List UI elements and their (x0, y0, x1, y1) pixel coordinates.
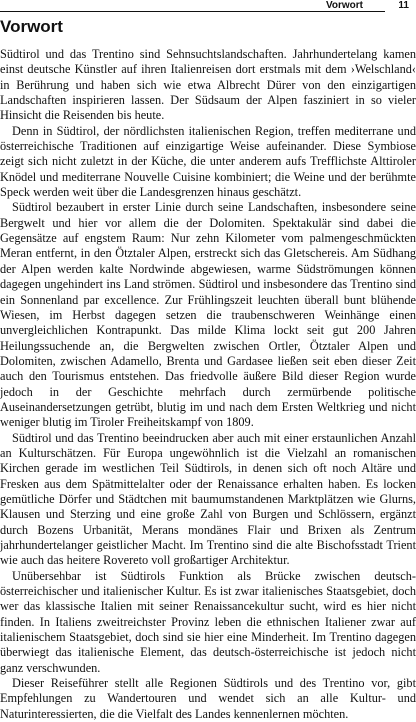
paragraph: Denn in Südtirol, der nördlichsten italienischen Region, treffen mediterrane und österreichische Traditionen auf einzigartige Weise aufeinander. Diese Symbiose zeigt sich nicht zuletzt in der Küche, die unter anderem aufs Trefflichste Alttiroler Knödel und mediterrane Nouvelle Cuisine kombiniert; die Weine und der berühmte Speck werden weit über die Landesgrenzen hinaus geschätzt. (0, 123, 416, 200)
chapter-title: Vorwort (0, 17, 63, 36)
paragraph: Südtirol und das Trentino sind Sehnsuchtslandschaften. Jahrhundertelang kamen einst deutsche Künstler auf ihren Italienreisen dort erstmals mit dem ›Welschland‹ in Berührung und haben sich wie etwa Albrecht Dürer von den einzigartigen Landschaften inspirieren lassen. Der Südsaum der Alpen fasziniert in so vieler Hinsicht die Reisenden bis heute. (0, 47, 416, 123)
header-rule (0, 11, 385, 12)
paragraph: Dieser Reiseführer stellt alle Regionen Südtirols und des Trentino vor, gibt Empfehlungen zu Wandertouren und wendet sich an alle Kultur- und Naturinteressierten, die die Vielfalt des Landes kennenlernen möchten. (0, 676, 416, 721)
paragraph: Südtirol und das Trentino beeindrucken aber auch mit einer erstaunlichen Anzahl an Kulturschätzen. Für Europa ungewöhnlich ist die Vielzahl an romanischen Kirchen gerade im westlichen Teil Südtirols, in denen sich oft noch Altäre und Fresken aus dem Spätmittelalter oder der Renaissance erhalten haben. Es locken gemütliche Dörfer und Städtchen mit baumumstandenen Marktplätzen wie Glurns, Klausen und Sterzing und eine große Zahl von Burgen und Schlössern, ergänzt durch Bozens Urbanität, Merans mondänes Flair und Brixen als Zentrum jahrhundertelanger geistlicher Macht. Im Trentino sind die alte Bischofsstadt Trient wie auch das heitere Rovereto voll großartiger Architektur. (0, 430, 416, 568)
paragraph: Südtirol bezaubert in erster Linie durch seine Landschaften, insbesondere seine Bergwelt und hier vor allem die der Dolomiten. Spektakulär sind dabei die Gegensätze auf engstem Raum: Nur zehn Kilometer vom palmengeschmückten Meran entfernt, in den Ötztaler Alpen, erstreckt sich das Gletschereis. Am Südhang der Alpen werden kalte Nordwinde abgewiesen, warme Südströmungen können dagegen ungehindert ins Land strömen. Südtirol und insbesondere das Trentino sind ein Sonnenland par excellence. Zur Frühlingszeit leuchten überall bunt blühende Wiesen, im Herbst dagegen setzen die traubenschweren Weinhänge einen unvergleichlichen Kontrapunkt. Das milde Klima lockt seit gut 200 Jahren Heilungssuchende an, die Bergwelten zwischen Ortler, Ötztaler Alpen und Dolomiten, zwischen Adamello, Brenta und Gardasee ließen seit eben dieser Zeit auch den Tourismus entstehen. Das friedvolle äußere Bild dieser Region wurde jedoch in der Geschichte mehrfach durch zermürbende politische Auseinandersetzungen getrübt, blutig im und nach dem Ersten Weltkrieg und nicht weniger blutig im Tiroler Freiheitskampf von 1809. (0, 200, 416, 430)
page-number: 11 (398, 0, 409, 11)
running-header (0, 0, 416, 11)
running-header-section-title: Vorwort (325, 0, 363, 11)
paragraph: Unübersehbar ist Südtirols Funktion als Brücke zwischen deutsch-österreichischer und italienischer Kultur. Es ist zwar italienisches Staatsgebiet, doch wer das klassische Italien mit seiner Renaissancekultur sucht, wird es hier nicht finden. In Italiens zweitreichster Provinz leben die ethnischen Italiener zwar auf italienischem Staatsgebiet, doch sind sie hier eine Minderheit. Im Trentino dagegen überwiegt das italienische Element, das deutsch-österreichische ist jedoch nicht ganz verschwunden. (0, 568, 416, 675)
body-text (0, 47, 416, 722)
